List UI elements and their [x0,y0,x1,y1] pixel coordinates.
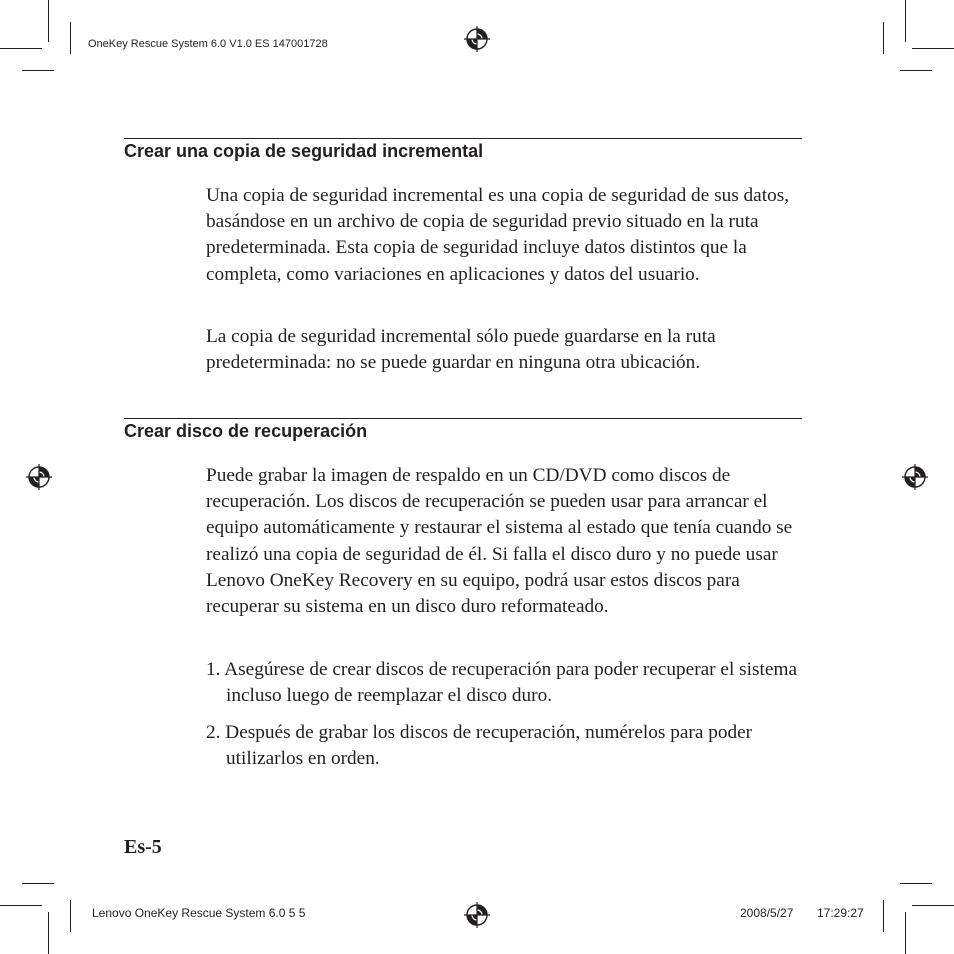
crop-mark [0,48,42,49]
crop-mark [883,900,884,932]
registration-target-icon [463,901,491,929]
crop-mark [70,22,71,54]
crop-mark [900,70,932,71]
crop-mark [912,905,954,906]
page-number: Es-5 [124,836,162,858]
slug-bottom-left: Lenovo OneKey Rescue System 6.0 5 5 [92,906,306,920]
crop-mark [22,883,54,884]
crop-mark [905,912,906,954]
section-rule [124,418,802,419]
crop-mark [70,900,71,932]
crop-mark [900,883,932,884]
crop-mark [0,905,42,906]
list-item: 1. Asegúrese de crear discos de recuperación para poder recuperar el sistema incluso luego de reemplazar el disco duro. [206,659,797,707]
section-heading: Crear una copia de seguridad incremental [124,141,484,161]
crop-mark [48,0,49,42]
crop-mark [883,22,884,54]
registration-target-icon [25,463,53,491]
paragraph: Puede grabar la imagen de respaldo en un CD/DVD como discos de recuperación. Los discos de recuperación se pueden usar para arrancar el equipo automáticamente y restaurar el sistema al estado que tenía cuando se realizó una copia de seguridad de él. Si falla el disco duro y no puede usar Lenovo OneKey Recovery en su equipo, podrá usar estos discos para recuperar su sistema en un disco duro reformateado. [206,465,793,618]
paragraph: La copia de seguridad incremental sólo puede guardarse en la ruta predeterminada: no se puede guardar en ninguna otra ubicación. [206,326,716,374]
registration-target-icon [901,463,929,491]
section-heading: Crear disco de recuperación [124,421,368,441]
slug-bottom-date: 2008/5/27 [740,906,794,920]
crop-mark [22,70,54,71]
paragraph: Una copia de seguridad incremental es una copia de seguridad de sus datos, basándose en un archivo de copia de seguridad previo situado en la ruta predeterminada. Esta copia de seguridad incluye datos distintos que la completa, como variaciones en aplicaciones y datos del usuario. [206,185,790,285]
list-item: 2. Después de grabar los discos de recuperación, numérelos para poder utilizarlos en orden. [206,722,753,770]
registration-target-icon [463,25,491,53]
slug-bottom-time: 17:29:27 [817,906,864,920]
crop-mark [905,0,906,42]
crop-mark [48,912,49,954]
crop-mark [912,48,954,49]
section-rule [124,138,802,139]
slug-top: OneKey Rescue System 6.0 V1.0 ES 147001728 [88,38,328,50]
